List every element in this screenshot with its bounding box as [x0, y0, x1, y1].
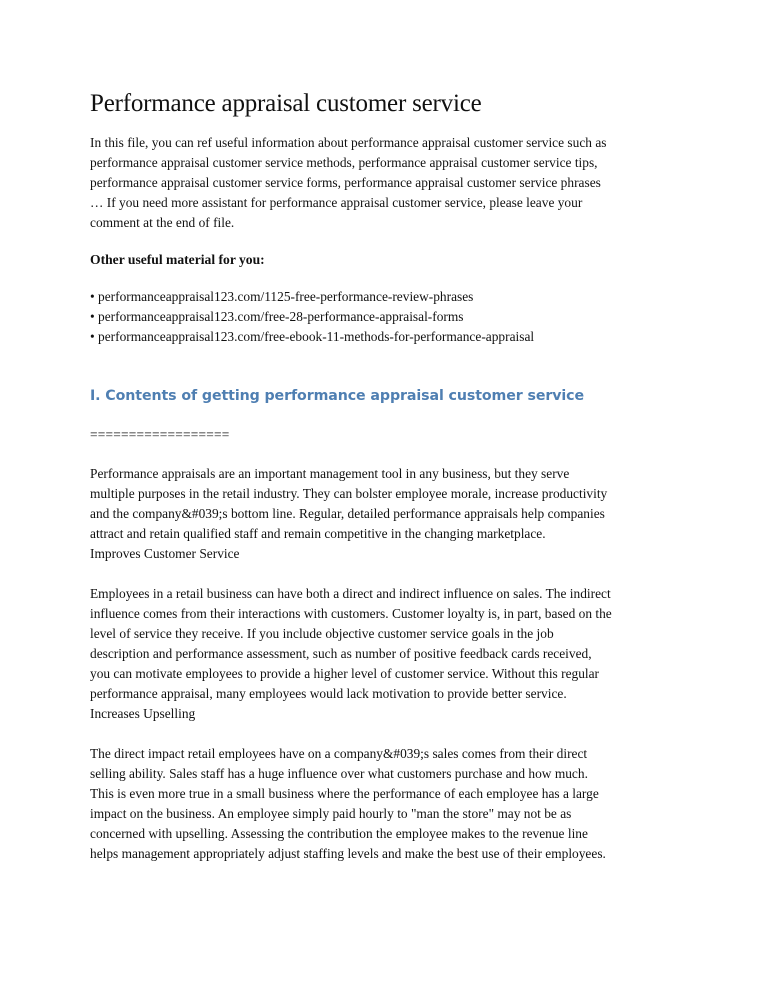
spacer	[90, 233, 688, 250]
document-title: Performance appraisal customer service	[90, 90, 482, 117]
link-item-ebook[interactable]: • performanceappraisal123.com/free-ebook-11-methods-for-performance-appraisal	[90, 329, 535, 344]
intro-paragraph: In this file, you can ref useful information about performance appraisal customer service such as performance appraisal customer service methods, performance appraisal customer service tips, performance appraisal customer service forms, performance appraisal customer service phrases … If you need more assistant for performance appraisal customer service, please leave your comment at the end of file.	[90, 135, 607, 230]
spacer	[90, 564, 688, 584]
spacer	[90, 445, 688, 464]
section-heading: I. Contents of getting performance appraisal customer service	[90, 388, 584, 404]
spacer	[90, 724, 688, 744]
body-paragraph-1: Performance appraisals are an important management tool in any business, but they serve multiple purposes in the retail industry. They can bolster employee morale, increase productivity and the company&#039;s bottom line. Regular, detailed performance appraisals help companies attract and retain qualified staff and remain competitive in the changing marketplace. Improves Customer Service	[90, 466, 608, 561]
other-material-heading: Other useful material for you:	[90, 252, 265, 267]
link-list	[90, 287, 688, 347]
link-item-forms[interactable]: • performanceappraisal123.com/free-28-performance-appraisal-forms	[90, 309, 464, 324]
link-item-phrases[interactable]: • performanceappraisal123.com/1125-free-performance-review-phrases	[90, 289, 474, 304]
spacer	[90, 270, 688, 287]
body-paragraph-3: The direct impact retail employees have on a company&#039;s sales comes from their direct selling ability. Sales staff has a huge influence over what customers purchase and how much. This is even more true in a small business where the performance of each employee has a large impact on the business. An employee simply paid hourly to "man the store" may not be as concerned with upselling. Assessing the contribution the employee makes to the revenue line helps management appropriately adjust staffing levels and make the best use of their employees.	[90, 746, 606, 861]
spacer	[90, 347, 688, 385]
spacer	[90, 407, 688, 425]
divider-line: ==================	[90, 427, 230, 442]
body-paragraph-2: Employees in a retail business can have both a direct and indirect influence on sales. The indirect influence comes from their interactions with customers. Customer loyalty is, in part, based on the level of service they receive. If you include objective customer service goals in the job description and performance assessment, such as number of positive feedback cards received, you can motivate employees to provide a higher level of customer service. Without this regular performance appraisal, many employees would lack motivation to provide better service. Increases Upselling	[90, 586, 612, 721]
